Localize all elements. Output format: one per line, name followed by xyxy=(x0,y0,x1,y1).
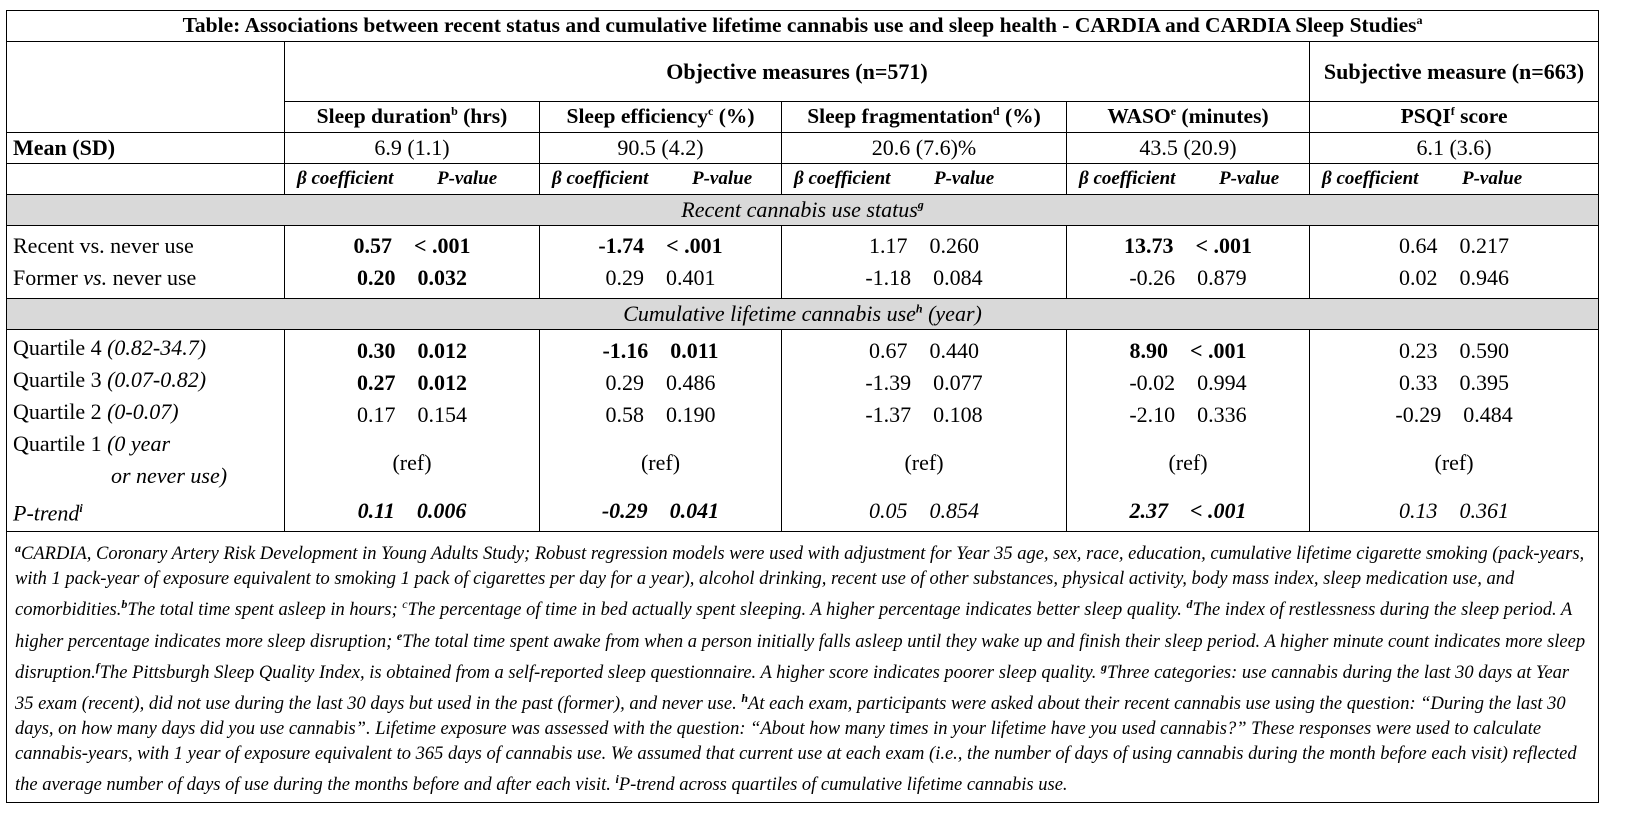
beta-value: 0.33 xyxy=(1399,369,1438,395)
table-title-text: Table: Associations between recent status and cumulative lifetime cannabis use and sleep health - CARDIA and CARDIA Sleep Studies xyxy=(182,13,1417,38)
objective-measures-header: Objective measures (n=571) xyxy=(285,42,1310,102)
section-cumulative-label: Cumulative lifetime cannabis use xyxy=(623,301,916,326)
beta-value: -1.74 xyxy=(598,233,645,258)
table-title xyxy=(7,11,1599,42)
p-value: 0.484 xyxy=(1463,401,1513,427)
quartile-values-col xyxy=(285,330,540,532)
beta-value: -1.16 xyxy=(602,337,649,363)
footnotes: $^a$CARDIA, Coronary Artery Risk Development in Young Adults Study; Robust regression models were used with adjustment for Year 35 age, sex, race, education, cumulative lifetime cigarette smoking (pack-years, with 1 pack-year of exposure equivalent to smoking 1 pack of cigarettes per day for a year), alcohol drinking, recent use of other substances, physical activity, body mass index, sleep medication use, and comorbidities.$^b$The total time spent asleep in hours; $^c$The percentage of time in bed actually spent sleeping. A higher percentage indicates better sleep quality. $^d$The index of restlessness during the sleep period. A higher percentage indicates more sleep disruption; $^e$The total time spent awake from when a person initially falls asleep until they wake up and finish their sleep period. A higher minute count indicates more sleep disruption.$^f$The Pittsburgh Sleep Quality Index, is obtained from a self-reported sleep questionnaire. A higher score indicates poorer sleep quality. $^g$Three categories: use cannabis during the last 30 days at Year 35 exam (recent), did not use during the last 30 days but used in the past (former), and never use. $^h$At each exam, participants were asked about their recent cannabis use using the question: “During the last 30 days, on how many days did you use cannabis”. Lifetime exposure was assessed with the question: “About how many times in your lifetime have you used cannabis?” These responses were used to calculate cannabis-years, with 1 year of exposure equivalent to 365 days of cannabis use. We assumed that current use at each exam (i.e., the number of days of using cannabis during the month before each visit) reflected the average number of days of use during the months before and after each visit. $^i$P-trend across quartiles of cumulative lifetime cannabis use. xyxy=(7,532,1599,803)
col-header-sleep-duration: Sleep duration$^b$ (hrs) xyxy=(285,102,540,133)
empty-corner-cell xyxy=(7,42,285,133)
mean-value: 6.9 (1.1) xyxy=(285,133,540,164)
stat-pair xyxy=(546,262,775,294)
beta-value: -0.29 xyxy=(601,497,648,523)
col-header-sleep-efficiency: Sleep efficiency$^c$ (%) xyxy=(540,102,782,133)
row-label-quartile-1-cont: or never use) xyxy=(111,463,228,488)
beta-label: β coefficient xyxy=(1079,168,1176,189)
beta-value: 0.02 xyxy=(1399,265,1438,290)
ref-value: (ref) xyxy=(1434,449,1474,475)
stat-pair xyxy=(291,367,533,399)
p-label: P-value xyxy=(934,168,995,189)
row-label-quartile-1: Quartile 1 (0 year xyxy=(13,431,171,456)
p-label: P-value xyxy=(437,168,498,189)
stat-label-cell xyxy=(782,164,1067,195)
beta-label: β coefficient xyxy=(794,168,891,189)
stat-label-cell xyxy=(285,164,540,195)
stat-label-cell xyxy=(1067,164,1310,195)
beta-value: -0.02 xyxy=(1129,369,1176,395)
section-cumulative-use xyxy=(7,299,1599,330)
p-value: 0.854 xyxy=(929,497,979,523)
stat-pair xyxy=(1316,399,1592,431)
recent-values-col xyxy=(1310,226,1599,299)
table-container xyxy=(6,10,1598,803)
beta-value: 0.13 xyxy=(1399,497,1438,523)
p-value: 0.084 xyxy=(933,265,983,290)
footnote-e: The total time spent awake from when a person initially falls asleep until they wake up and finish their sleep period. A higher minute count indicates more sleep disruption. xyxy=(15,631,1586,683)
beta-value: 0.29 xyxy=(605,265,644,290)
p-value: 0.011 xyxy=(670,337,719,363)
stat-pair xyxy=(546,495,775,527)
ref-value: (ref) xyxy=(392,449,432,475)
mean-value: 90.5 (4.2) xyxy=(540,133,782,164)
section-cumulative-suffix: (year) xyxy=(922,301,982,326)
beta-label: β coefficient xyxy=(297,168,394,189)
p-value: 0.879 xyxy=(1197,265,1247,290)
beta-value: 0.11 xyxy=(357,497,395,523)
stat-pair xyxy=(291,335,533,367)
beta-value: 0.67 xyxy=(869,337,908,363)
stat-pair xyxy=(788,262,1060,294)
p-value: 0.012 xyxy=(417,337,467,363)
stat-pair xyxy=(291,230,533,262)
p-value: 0.994 xyxy=(1197,369,1247,395)
beta-value: 2.37 xyxy=(1129,497,1168,523)
beta-value: 0.20 xyxy=(357,265,396,290)
stat-pair xyxy=(291,399,533,431)
recent-values-col xyxy=(540,226,782,299)
stat-pair xyxy=(1316,262,1592,294)
row-label-former: Former vs. never use xyxy=(13,265,197,290)
p-value: 0.946 xyxy=(1459,265,1510,290)
quartile-values-col xyxy=(782,330,1067,532)
results-table xyxy=(6,10,1599,803)
mean-value: 43.5 (20.9) xyxy=(1067,133,1310,164)
footnote-h: At each exam, participants were asked about their recent cannabis use using the question: “During the last 30 days, on how many days did you use cannabis”. Lifetime exposure was assessed with the question: “About how many times in your lifetime have you used cannabis?” These responses were used to calculate cannabis-years, with 1 year of exposure equivalent to 365 days of cannabis use. We assumed that current use at each exam (i.e., the number of days of using cannabis during the month before each visit) reflected the average number of days of use during the months before and after each visit. xyxy=(15,694,1577,796)
row-label-quartile-4: Quartile 4 (0.82-34.7) xyxy=(13,335,207,360)
p-value: 0.361 xyxy=(1459,497,1510,523)
empty-cell xyxy=(7,164,285,195)
row-label-quartile-3: Quartile 3 (0.07-0.82) xyxy=(13,367,207,392)
recent-values-col xyxy=(285,226,540,299)
stat-pair xyxy=(546,367,775,399)
section-recent-use xyxy=(7,195,1599,226)
p-value: 0.590 xyxy=(1459,337,1510,363)
beta-value: -2.10 xyxy=(1129,401,1176,427)
footnote-d: The index of restlessness during the sleep period. A higher percentage indicates more sleep disruption; xyxy=(15,600,1572,652)
p-value: 0.440 xyxy=(929,337,979,363)
p-value: 0.006 xyxy=(416,497,467,523)
p-value: < .001 xyxy=(1195,233,1253,258)
beta-value: 0.27 xyxy=(357,369,396,395)
recent-values-col xyxy=(782,226,1067,299)
beta-value: 0.30 xyxy=(357,337,396,363)
p-value: < .001 xyxy=(1189,497,1247,523)
p-value: 0.154 xyxy=(417,401,467,427)
section-recent-mark: g xyxy=(917,197,924,212)
p-value: < .001 xyxy=(1189,337,1247,363)
beta-value: 0.64 xyxy=(1399,233,1438,258)
beta-value: -0.29 xyxy=(1395,401,1442,427)
p-label: P-value xyxy=(1462,168,1523,189)
quartile-row-labels xyxy=(7,330,285,532)
p-value: 0.486 xyxy=(666,369,716,395)
beta-value: 8.90 xyxy=(1129,337,1168,363)
beta-value: -1.37 xyxy=(865,401,912,427)
footnote-b: The total time spent asleep in hours; xyxy=(127,600,403,621)
p-value: 0.336 xyxy=(1197,401,1247,427)
stat-pair xyxy=(1073,262,1303,294)
beta-value: 0.23 xyxy=(1399,337,1438,363)
subjective-measure-header: Subjective measure (n=663) xyxy=(1310,42,1599,102)
beta-value: -0.26 xyxy=(1129,265,1176,290)
stat-pair xyxy=(788,230,1060,262)
quartile-values-col xyxy=(540,330,782,532)
mean-sd-label: Mean (SD) xyxy=(7,133,285,164)
ref-value: (ref) xyxy=(1168,449,1208,475)
footnote-g: Three categories: use cannabis during the last 30 days at Year 35 exam (recent), did not use during the last 30 days but used in the past (former), and never use. xyxy=(15,662,1570,715)
stat-label-cell xyxy=(1310,164,1599,195)
quartile-values-col xyxy=(1067,330,1310,532)
stat-pair xyxy=(788,399,1060,431)
stat-pair xyxy=(788,367,1060,399)
row-label-ptrend: P-trend$^i$ xyxy=(13,500,83,526)
stat-pair xyxy=(788,495,1060,527)
stat-pair xyxy=(1316,495,1592,527)
stat-pair xyxy=(1316,230,1592,262)
p-value: 0.041 xyxy=(669,497,720,523)
stat-pair xyxy=(1073,367,1303,399)
stat-pair xyxy=(1316,335,1592,367)
recent-row-labels xyxy=(7,226,285,299)
footnote-i: P-trend across quartiles of cumulative lifetime cannabis use. xyxy=(618,775,1068,796)
beta-value: 0.58 xyxy=(605,401,644,427)
ref-value: (ref) xyxy=(640,449,681,475)
p-label: P-value xyxy=(1219,168,1280,189)
stat-pair xyxy=(788,335,1060,367)
recent-values-col xyxy=(1067,226,1310,299)
footnote-a: CARDIA, Coronary Artery Risk Development in Young Adults Study; Robust regression models were used with adjustment for Year 35 age, sex, race, education, cumulative lifetime cigarette smoking (pack-years, with 1 pack-year of exposure equivalent to smoking 1 pack of cigarettes per day for a year), alcohol drinking, recent use of other substances, physical activity, body mass index, sleep medication use, and comorbidities. xyxy=(15,544,1585,621)
p-value: < .001 xyxy=(413,233,471,258)
beta-value: -1.18 xyxy=(865,265,912,290)
ref-value: (ref) xyxy=(904,449,944,475)
beta-value: -1.39 xyxy=(865,369,912,395)
footnote-f: The Pittsburgh Sleep Quality Index, is obtained from a self-reported sleep questionnaire. A higher score indicates poorer sleep quality. xyxy=(99,662,1101,683)
stat-pair xyxy=(546,335,775,367)
stat-label-cell xyxy=(540,164,782,195)
footnote-c: The percentage of time in bed actually spent sleeping. A higher percentage indicates better sleep quality. xyxy=(407,600,1187,621)
beta-value: 0.05 xyxy=(869,497,908,523)
p-value: 0.401 xyxy=(666,265,716,290)
p-value: 0.077 xyxy=(933,369,983,395)
row-label-recent: Recent vs. never use xyxy=(13,233,194,258)
mean-value: 6.1 (3.6) xyxy=(1310,133,1599,164)
stat-pair xyxy=(1073,495,1303,527)
p-value: 0.190 xyxy=(666,401,716,427)
p-value: 0.260 xyxy=(929,233,979,258)
beta-value: 13.73 xyxy=(1123,233,1174,258)
title-footnote-mark: a xyxy=(1416,13,1423,28)
p-value: 0.217 xyxy=(1459,233,1510,258)
stat-pair xyxy=(1073,230,1303,262)
beta-label: β coefficient xyxy=(552,168,649,189)
stat-pair xyxy=(546,230,775,262)
p-value: 0.108 xyxy=(933,401,983,427)
beta-value: 0.17 xyxy=(357,401,396,427)
quartile-values-col xyxy=(1310,330,1599,532)
stat-pair xyxy=(1073,399,1303,431)
p-value: 0.032 xyxy=(417,265,467,290)
stat-pair xyxy=(291,262,533,294)
stat-pair xyxy=(546,399,775,431)
col-header-sleep-fragmentation: Sleep fragmentation$^d$ (%) xyxy=(782,102,1067,133)
p-value: < .001 xyxy=(666,233,723,258)
stat-pair xyxy=(1073,335,1303,367)
mean-value: 20.6 (7.6)% xyxy=(782,133,1067,164)
section-recent-label: Recent cannabis use status xyxy=(681,197,918,222)
stat-pair xyxy=(291,495,533,527)
beta-value: 1.17 xyxy=(869,233,908,258)
stat-pair xyxy=(1316,367,1592,399)
col-header-psqi: PSQI$^f$ score xyxy=(1310,102,1599,133)
beta-value: 0.57 xyxy=(353,233,392,258)
beta-label: β coefficient xyxy=(1322,168,1419,189)
section-cumulative-mark: h xyxy=(915,301,923,316)
beta-value: 0.29 xyxy=(605,369,644,395)
row-label-quartile-2: Quartile 2 (0-0.07) xyxy=(13,399,179,424)
p-value: 0.012 xyxy=(417,369,467,395)
p-value: 0.395 xyxy=(1459,369,1510,395)
p-label: P-value xyxy=(692,168,753,189)
col-header-waso: WASO$^e$ (minutes) xyxy=(1067,102,1310,133)
